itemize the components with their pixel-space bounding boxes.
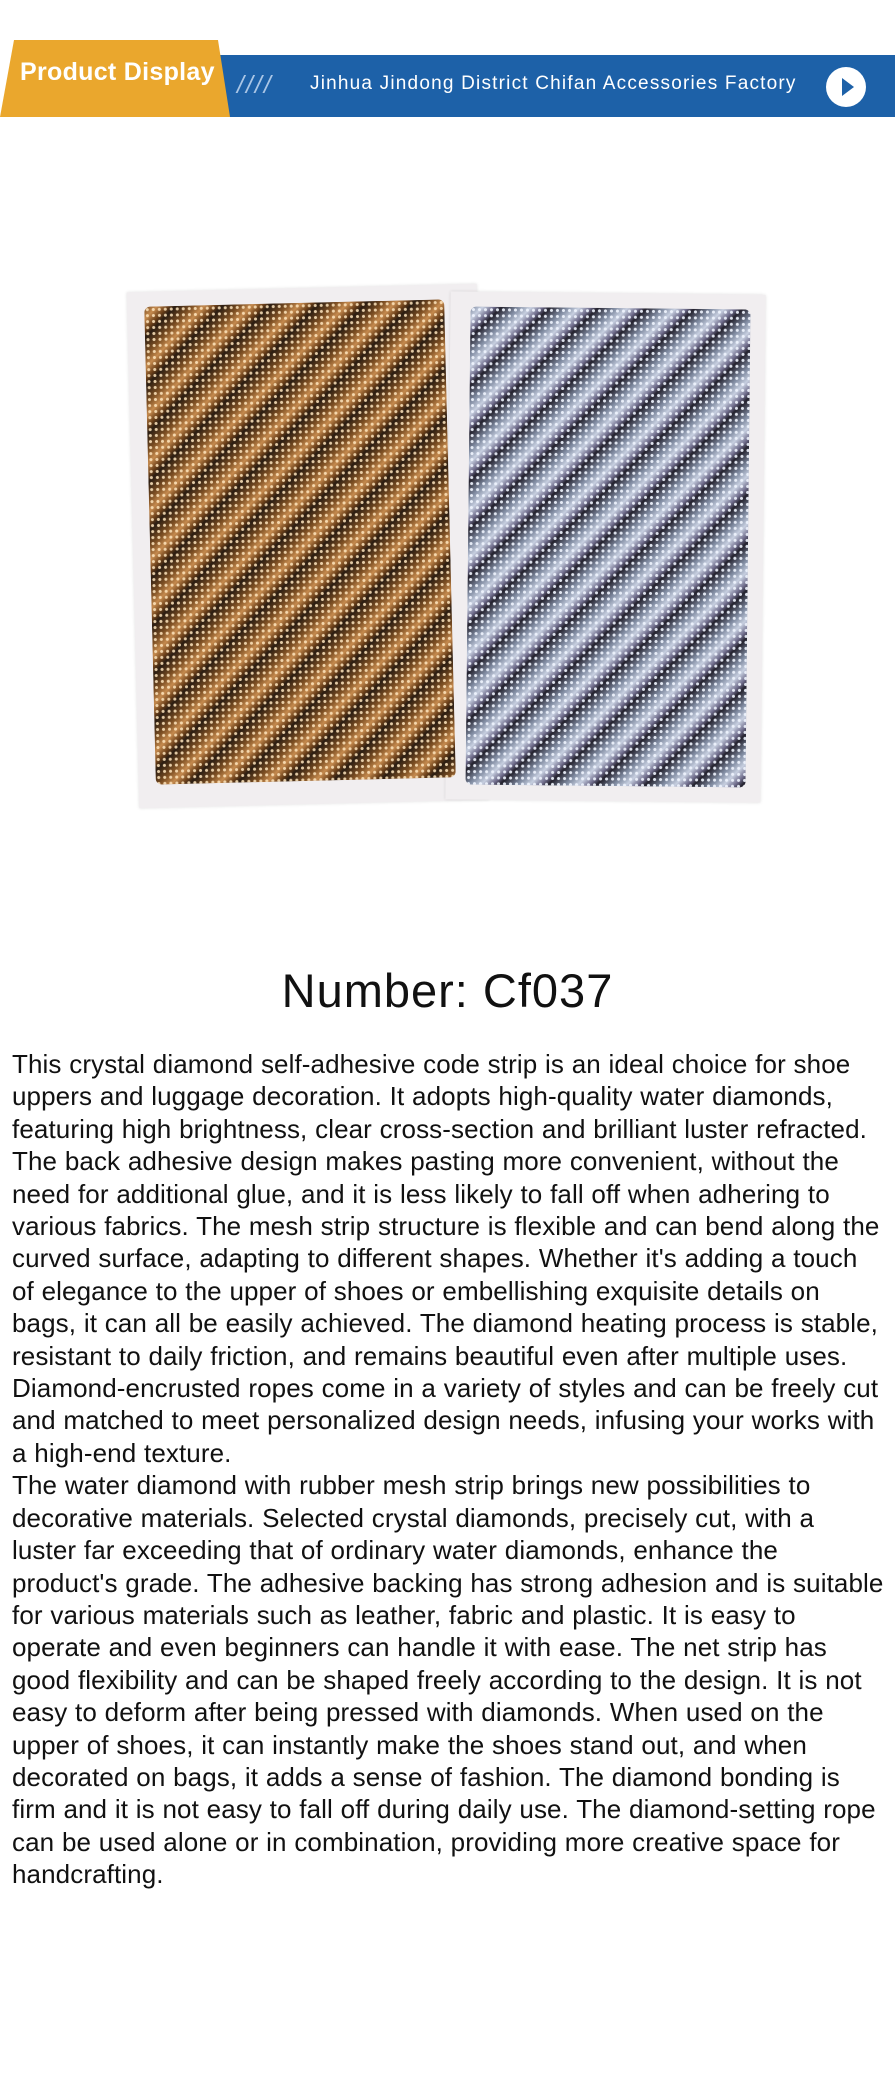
play-circle-icon[interactable] [826,67,866,107]
description-paragraph-1: This crystal diamond self-adhesive code strip is an ideal choice for shoe uppers and luggage decoration. It adopts high-quality water diamonds, featuring high brightness, clear cross-section and brilliant luster refracted. The back adhesive design makes pasting more convenient, without the need for additional glue, and it is less likely to fall off when adhering to various fabrics. The mesh strip structure is flexible and can bend along the curved surface, adapting to different shapes. Whether it's adding a touch of elegance to the upper of shoes or embellishing exquisite details on bags, it can all be easily achieved. The diamond heating process is stable, resistant to daily friction, and remains beautiful even after multiple uses. Diamond-encrusted ropes come in a variety of styles and can be freely cut and matched to meet personalized design needs, infusing your works with a high-end texture. [12,1049,880,1468]
product-description [12,1048,884,1891]
product-number: Number: Cf037 [281,964,614,1017]
header-banner [0,40,895,120]
product-display-label: Product Display [20,58,215,86]
company-name: Jinhua Jindong District Chifan Accessories Factory [310,73,797,94]
silver-rhinestone-strip [466,307,751,788]
description-paragraph-2: The water diamond with rubber mesh strip brings new possibilities to decorative materials. Selected crystal diamonds, precisely cut, with a luster far exceeding that of ordinary water diamonds, enhance the product's grade. The adhesive backing has strong adhesion and is suitable for various materials such as leather, fabric and plastic. It is easy to operate and even beginners can handle it with ease. The net strip has good flexibility and can be shaped freely according to the design. It is not easy to deform after being pressed with diamonds. When used on the upper of shoes, it can instantly make the shoes stand out, and when decorated on bags, it adds a sense of fashion. The diamond bonding is firm and it is not easy to fall off during daily use. The diamond-setting rope can be used alone or in combination, providing more creative space for handcrafting. [12,1470,884,1890]
product-photo [128,283,768,813]
decorative-slashes: //// [237,71,273,99]
gold-rhinestone-strip [144,299,456,784]
